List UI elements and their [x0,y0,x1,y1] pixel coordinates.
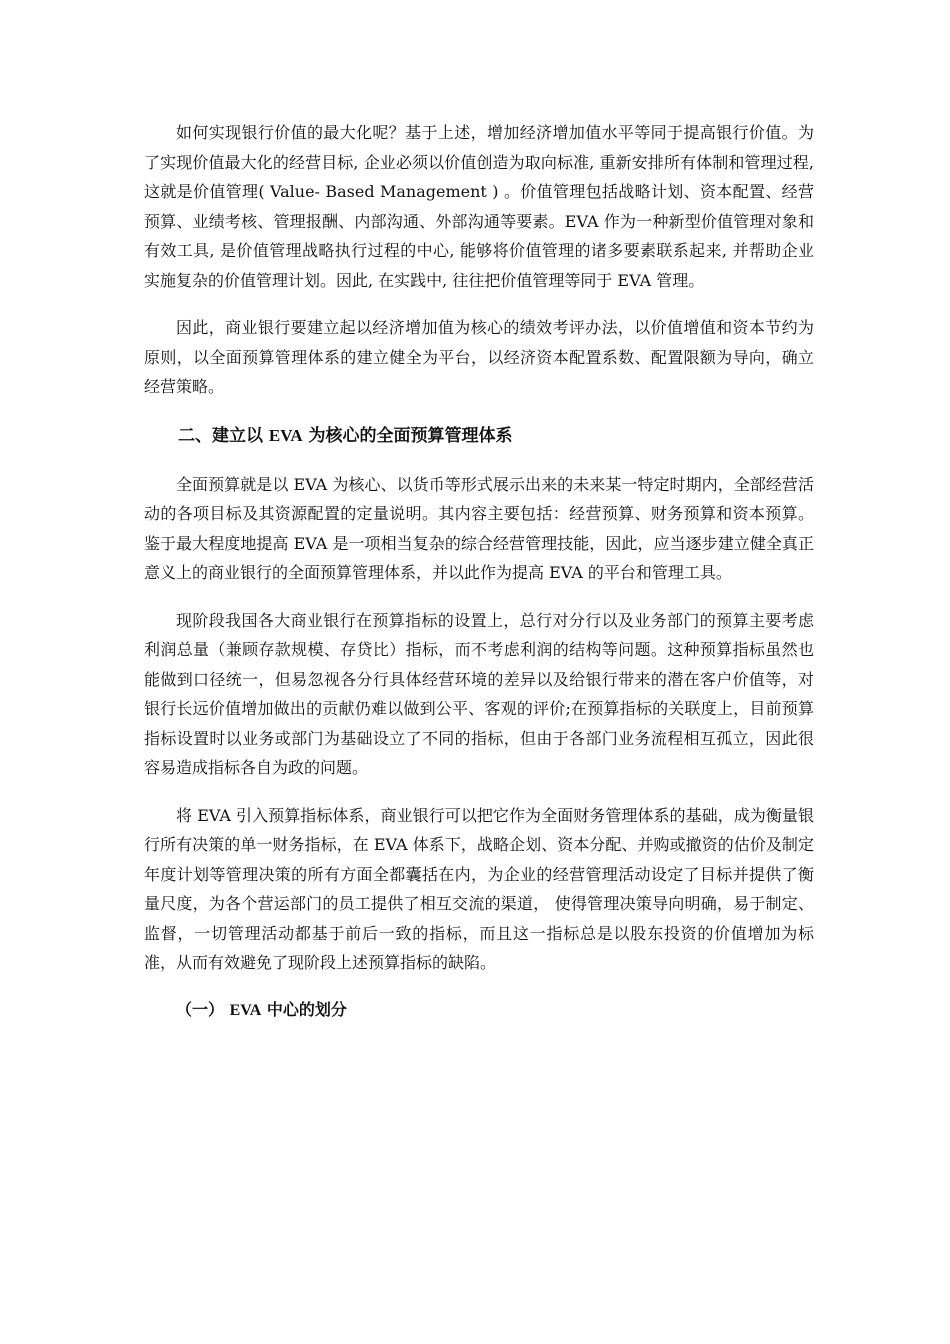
document-page [144,118,814,1025]
section-heading-prefix: 二、建立以 [178,425,269,446]
subsection-heading-prefix: （一） [176,999,230,1019]
subsection-heading-suffix: 中心的划分 [261,999,347,1019]
paragraph-value-management: 如何实现银行价值的最大化呢？基于上述，增加经济增加值水平等同于提高银行价值。为了实现价值最大化的经营目标, 企业必须以价值创造为取向标准, 重新安排所有体制和管理过程, 这就是价值管理( Value- Based Management ) 。价值管理包括战略计划、资本配置、经营预算、业绩考核、管理报酬、内部沟通、外部沟通等要素。EVA 作为一种新型价值管理对象和有效工具, 是价值管理战略执行过程的中心, 能够将价值管理的诸多要素联系起来, 并帮助企业实施复杂的价值管理计划。因此, 在实践中, 往往把价值管理等同于 EVA 管理。 [144,123,814,290]
section-heading-suffix: 为核心的全面预算管理体系 [302,425,513,446]
paragraph-performance-evaluation: 因此，商业银行要建立起以经济增加值为核心的绩效考评办法，以价值增值和资本节约为原则，以全面预算管理体系的建立健全为平台，以经济资本配置系数、配置限额为导向，确立经营策略。 [144,318,814,396]
subsection-heading [144,996,814,1025]
paragraph-comprehensive-budget: 全面预算就是以 EVA 为核心、以货币等形式展示出来的未来某一特定时期内，全部经营活动的各项目标及其资源配置的定量说明。其内容主要包括：经营预算、财务预算和资本预算。鉴于最大程度地提高 EVA 是一项相当复杂的综合经营管理技能，因此，应当逐步建立健全真正意义上的商业银行的全面预算管理体系，并以此作为提高 EVA 的平台和管理工具。 [144,474,814,582]
subsection-heading-keyword: EVA [229,1001,262,1019]
section-heading-keyword: EVA [268,425,303,445]
paragraph-current-budget-indicators: 现阶段我国各大商业银行在预算指标的设置上，总行对分行以及业务部门的预算主要考虑利润总量（兼顾存款规模、存贷比）指标，而不考虑利润的结构等问题。这种预算指标虽然也能做到口径统一，但易忽视各分行具体经营环境的差异以及给银行带来的潜在客户价值等，对银行长远价值增加做出的贡献仍难以做到公平、客观的评价;在预算指标的关联度上，目前预算指标设置时以业务或部门为基础设立了不同的指标，但由于各部门业务流程相互孤立，因此很容易造成指标各自为政的问题。 [144,610,814,777]
paragraph-eva-budget-system: 将 EVA 引入预算指标体系，商业银行可以把它作为全面财务管理体系的基础，成为衡量银行所有决策的单一财务指标，在 EVA 体系下，战略企划、资本分配、并购或撤资的估价及制定年度计划等管理决策的所有方面全都囊括在内，为企业的经营管理活动设定了目标并提供了衡量尺度，为各个营运部门的员工提供了相互交流的渠道， 使得管理决策导向明确，易于制定、监督，一切管理活动都基于前后一致的指标，而且这一指标总是以股东投资的价值增加为标准，从而有效避免了现阶段上述预算指标的缺陷。 [144,805,814,972]
section-heading [144,422,814,450]
